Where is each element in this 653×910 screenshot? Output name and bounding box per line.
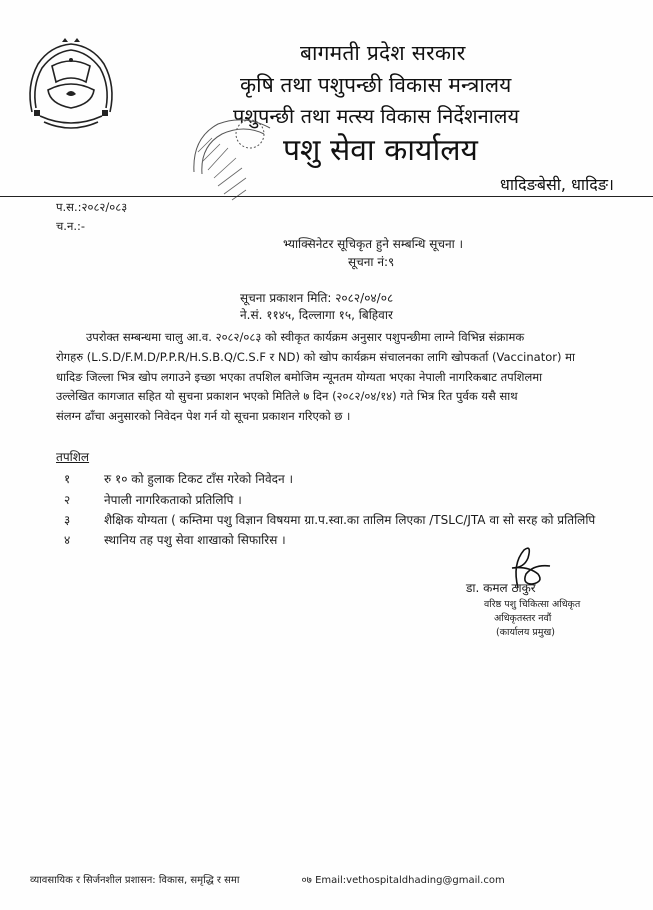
body-line: रोगहरु (L.S.D/F.M.D/P.P.R/H.S.B.Q/C.S.F र ND) को खोप कार्यक्रम संचालनका लागि खोपकर्ता (Vaccinator) मा (56, 349, 575, 364)
list-item-number: १ (64, 472, 71, 486)
list-item-text: नेपाली नागरिकताको प्रतिलिपि । (104, 493, 242, 507)
page-footer (30, 872, 505, 886)
footer-slogan: व्यावसायिक र सिर्जनशील प्रशासन: विकास, समृद्धि र समा (30, 875, 240, 886)
notice-number: सूचना नं:९ (348, 255, 395, 269)
reference-number: प.स.:२०८२/०८३ (56, 200, 128, 214)
notice-nepal-sambat-date: ने.सं. ११४५, दिल्लागा १५, बिहिवार (240, 308, 393, 322)
list-item (64, 470, 293, 487)
list-item-text: शैक्षिक योग्यता ( कम्तिमा पशु विज्ञान विषयमा ग्रा.प.स्वा.का तालिम लिएका /TSLC/JTA वा सो सरह को प्रतिलिपि (104, 513, 596, 527)
signatory-rank: अधिकृतस्तर नवौं (494, 613, 552, 624)
list-item (64, 491, 242, 508)
body-line: धादिङ जिल्ला भित्र खोप लगाउने इच्छा भएका तपशिल बमोजिम न्यूनतम योग्यता भएका नेपाली नागरिकबाट तपशिलमा (56, 369, 543, 384)
tapsil-heading: तपशिल (56, 450, 90, 464)
list-item-text: रु १० को हुलाक टिकट टाँस गरेको निवेदन । (104, 472, 294, 486)
list-item-text: स्थानिय तह पशु सेवा शाखाको सिफारिस । (104, 533, 286, 547)
dispatch-number: च.न.:- (56, 219, 86, 233)
body-line: संलग्न ढाँचा अनुसारको निवेदन पेश गर्न यो सूचना प्रकाशन गरिएको छ । (56, 409, 351, 424)
footer-email: ०७ Email:vethospitaldhading@gmail.com (301, 875, 505, 886)
ministry-line: कृषि तथा पशुपन्छी विकास मन्त्रालय (240, 73, 512, 97)
signatory-role: (कार्यालय प्रमुख) (496, 627, 555, 638)
office-location: धादिङबेसी, धादिङ। (500, 175, 614, 194)
office-name: पशु सेवा कार्यालय (283, 133, 478, 168)
notice-publish-date: सूचना प्रकाशन मिति: २०८२/०४/०८ (240, 291, 394, 305)
header-divider (0, 196, 653, 197)
signatory-title: वरिष्ठ पशु चिकित्सा अधिकृत (484, 599, 581, 610)
body-line: उल्लेखित कागजात सहित यो सुचना प्रकाशन भएको मितिले ७ दिन (२०८२/०४/१४) गते भित्र रित पुर्वक यसै साथ (56, 389, 518, 404)
list-item (64, 531, 286, 548)
body-line: उपरोक्त सम्बन्धमा चालु आ.व. २०८२/०८३ को स्वीकृत कार्यक्रम अनुसार पशुपन्छीमा लाग्ने विभिन्न संक्रामक (86, 330, 525, 344)
list-item-number: ३ (64, 513, 71, 527)
nepal-government-emblem-icon (22, 38, 120, 130)
notice-body (56, 328, 616, 427)
signatory-name: डा. कमल ठाकुर (466, 581, 536, 595)
directorate-line: पशुपन्छी तथा मत्स्य विकास निर्देशनालय (233, 104, 520, 128)
province-government-line: बागमती प्रदेश सरकार (300, 41, 466, 65)
list-item-number: ४ (64, 533, 71, 547)
list-item-number: २ (64, 493, 71, 507)
notice-subject: भ्याक्सिनेटर सूचिकृत हुने सम्बन्धि सूचना । (283, 237, 464, 251)
list-item (64, 511, 595, 528)
